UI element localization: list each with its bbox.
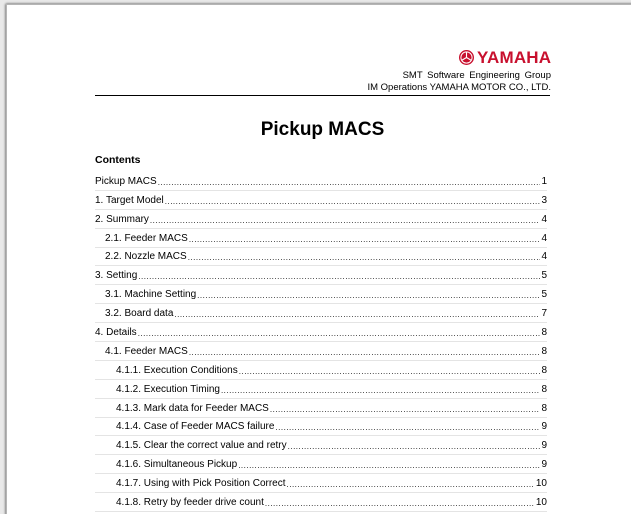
toc-entry-page-number: 7 <box>541 308 547 320</box>
document-title: Pickup MACS <box>260 119 385 140</box>
yamaha-logo <box>459 49 551 66</box>
toc-leader-dots <box>158 178 540 188</box>
toc-leader-dots <box>238 461 540 471</box>
toc-leader-dots <box>165 197 540 207</box>
toc-leader-dots <box>197 291 540 301</box>
toc-entry-label: 4.1.5. Clear the correct value and retry <box>116 440 287 452</box>
toc-entry[interactable] <box>95 210 547 229</box>
toc-entry-label: 4.1.7. Using with Pick Position Correct <box>116 478 286 490</box>
toc-leader-dots <box>188 253 540 263</box>
table-of-contents <box>95 172 547 512</box>
toc-entry[interactable] <box>95 399 547 418</box>
toc-entry[interactable] <box>95 474 547 493</box>
toc-entry-page-number: 8 <box>541 364 547 376</box>
toc-entry-label: 4.1.2. Execution Timing <box>116 383 220 395</box>
toc-entry[interactable] <box>95 248 547 267</box>
toc-leader-dots <box>189 348 540 358</box>
toc-entry[interactable] <box>95 229 547 248</box>
toc-entry[interactable] <box>95 285 547 304</box>
toc-entry[interactable] <box>95 380 547 399</box>
toc-entry[interactable] <box>95 436 547 455</box>
toc-entry-page-number: 9 <box>541 440 547 452</box>
toc-entry-page-number: 4 <box>541 232 547 244</box>
toc-entry-label: 4.1.4. Case of Feeder MACS failure <box>116 421 275 433</box>
toc-entry[interactable] <box>95 323 547 342</box>
toc-entry-label: 4.1.1. Execution Conditions <box>116 364 238 376</box>
toc-entry[interactable] <box>95 191 547 210</box>
toc-entry-page-number: 9 <box>541 421 547 433</box>
toc-leader-dots <box>265 499 535 509</box>
logo-text: YAMAHA <box>477 48 552 67</box>
toc-leader-dots <box>239 367 540 377</box>
toc-leader-dots <box>150 216 540 226</box>
toc-entry-label: 3. Setting <box>95 270 138 282</box>
toc-entry[interactable] <box>95 172 547 191</box>
toc-leader-dots <box>138 329 540 339</box>
toc-entry-label: Pickup MACS <box>95 175 157 187</box>
toc-entry-label: 4.1.8. Retry by feeder drive count <box>116 497 264 509</box>
yamaha-tuning-fork-icon <box>459 50 474 65</box>
toc-leader-dots <box>275 423 540 433</box>
toc-entry-label: 4.1.6. Simultaneous Pickup <box>116 459 238 471</box>
toc-entry-page-number: 8 <box>541 345 547 357</box>
toc-entry-label: 4.1.3. Mark data for Feeder MACS <box>116 402 269 414</box>
toc-entry[interactable] <box>95 361 547 380</box>
toc-entry-page-number: 5 <box>541 270 547 282</box>
toc-entry[interactable] <box>95 342 547 361</box>
company-line-1: SMT Software Engineering Group <box>402 70 551 81</box>
toc-entry-label: 4.1. Feeder MACS <box>105 345 188 357</box>
toc-leader-dots <box>189 235 540 245</box>
toc-entry-page-number: 10 <box>535 478 547 490</box>
toc-leader-dots <box>174 310 540 320</box>
toc-entry-label: 2.2. Nozzle MACS <box>105 251 187 263</box>
toc-entry-page-number: 4 <box>541 251 547 263</box>
toc-entry-page-number: 5 <box>541 289 547 301</box>
toc-leader-dots <box>138 272 540 282</box>
toc-entry[interactable] <box>95 455 547 474</box>
toc-entry-label: 3.2. Board data <box>105 308 174 320</box>
toc-leader-dots <box>221 386 540 396</box>
contents-heading: Contents <box>95 154 141 166</box>
toc-entry-label: 2.1. Feeder MACS <box>105 232 188 244</box>
toc-leader-dots <box>287 480 535 490</box>
toc-entry-page-number: 4 <box>541 213 547 225</box>
toc-entry[interactable] <box>95 266 547 285</box>
toc-entry-label: 3.1. Machine Setting <box>105 289 197 301</box>
toc-entry-page-number: 8 <box>541 327 547 339</box>
toc-entry-page-number: 8 <box>541 402 547 414</box>
toc-entry-label: 1. Target Model <box>95 194 164 206</box>
header-rule <box>95 95 550 96</box>
toc-entry-label: 4. Details <box>95 327 137 339</box>
toc-entry-page-number: 1 <box>541 175 547 187</box>
toc-entry[interactable] <box>95 304 547 323</box>
toc-entry-page-number: 10 <box>535 497 547 509</box>
toc-entry-page-number: 9 <box>541 459 547 471</box>
document-page <box>6 4 631 514</box>
company-line-2: IM Operations YAMAHA MOTOR CO., LTD. <box>367 82 551 93</box>
toc-entry-label: 2. Summary <box>95 213 149 225</box>
toc-entry[interactable] <box>95 418 547 437</box>
toc-leader-dots <box>288 442 540 452</box>
toc-entry-page-number: 3 <box>541 194 547 206</box>
toc-entry-page-number: 8 <box>541 383 547 395</box>
toc-leader-dots <box>270 405 540 415</box>
toc-entry[interactable] <box>95 493 547 512</box>
